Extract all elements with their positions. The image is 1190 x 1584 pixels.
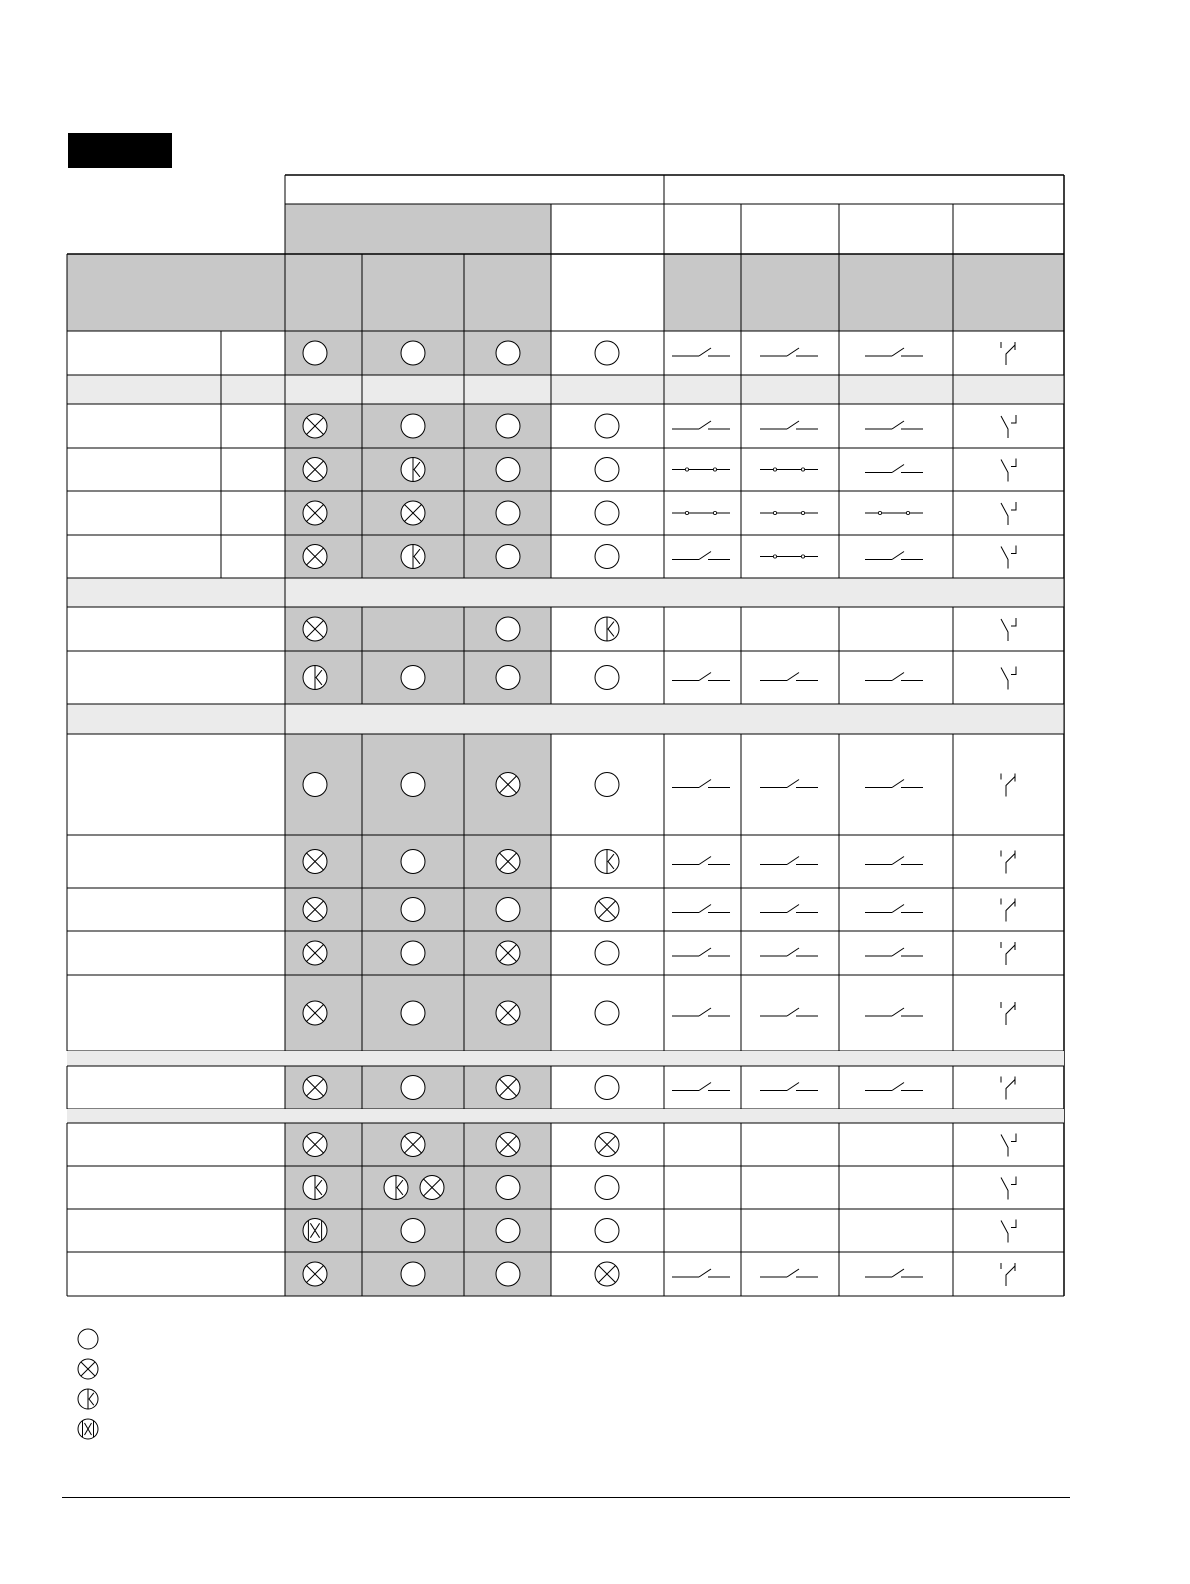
- relay-energized-icon: [1001, 415, 1016, 438]
- table-row: [303, 666, 1016, 690]
- lamp-on-icon: [303, 545, 327, 569]
- switch-open-icon: [865, 1008, 923, 1016]
- relay-deenergized-icon: [1001, 942, 1015, 965]
- lamp-flashing-icon: [384, 1176, 408, 1200]
- lamp-on-icon: [496, 773, 520, 797]
- lamp-on-icon: [303, 414, 327, 438]
- switch-open-icon: [760, 673, 818, 681]
- lamp-on-icon: [303, 1076, 327, 1100]
- switch-open-icon: [865, 948, 923, 956]
- relay-deenergized-icon: [1001, 1263, 1015, 1286]
- lamp-off-icon: [496, 501, 520, 525]
- switch-open-icon: [672, 1083, 730, 1091]
- relay-energized-icon: [1001, 1134, 1016, 1157]
- lamp-on-icon: [496, 941, 520, 965]
- table-row: [303, 1076, 1015, 1100]
- lamp-on-icon: [303, 458, 327, 482]
- lamp-off-icon: [595, 773, 619, 797]
- switch-open-icon: [672, 673, 730, 681]
- table-row: [303, 414, 1016, 438]
- switch-closed-icon: [760, 468, 818, 471]
- relay-energized-icon: [1001, 502, 1016, 525]
- lamp-off-icon: [595, 501, 619, 525]
- switch-open-icon: [865, 1269, 923, 1277]
- switch-closed-icon: [672, 468, 730, 471]
- band-row: [67, 704, 1064, 734]
- lamp-off-icon: [496, 1176, 520, 1200]
- header-shade-group: [285, 204, 551, 254]
- switch-open-icon: [672, 552, 730, 560]
- switch-open-icon: [865, 1083, 923, 1091]
- lamp-on-icon: [496, 1133, 520, 1157]
- switch-open-icon: [760, 905, 818, 913]
- switch-open-icon: [865, 348, 923, 356]
- switch-open-icon: [672, 780, 730, 788]
- table-row: [303, 1262, 1015, 1286]
- lamp-on-icon: [303, 941, 327, 965]
- lamp-off-icon: [595, 1176, 619, 1200]
- table-row: [303, 458, 1016, 482]
- lamp-off-icon: [595, 414, 619, 438]
- switch-open-icon: [760, 1269, 818, 1277]
- switch-open-icon: [865, 421, 923, 429]
- lamp-on-icon: [303, 501, 327, 525]
- switch-closed-icon: [672, 511, 730, 514]
- lamp-on-icon: [78, 1359, 98, 1379]
- switch-open-icon: [865, 552, 923, 560]
- lamp-on-icon: [303, 617, 327, 641]
- lamp-off-icon: [496, 414, 520, 438]
- footer-rule: [62, 1497, 1070, 1498]
- lamp-on-icon: [401, 1133, 425, 1157]
- switch-open-icon: [672, 948, 730, 956]
- switch-open-icon: [865, 465, 923, 473]
- switch-open-icon: [760, 421, 818, 429]
- switch-open-icon: [760, 780, 818, 788]
- lamp-off-icon: [496, 545, 520, 569]
- lamp-off-icon: [401, 341, 425, 365]
- lamp-flashing-icon: [303, 666, 327, 690]
- switch-open-icon: [865, 905, 923, 913]
- lamp-off-icon: [595, 341, 619, 365]
- table-row: [303, 941, 1015, 965]
- lamp-off-icon: [401, 850, 425, 874]
- lamp-off-icon: [595, 458, 619, 482]
- lamp-off-icon: [595, 941, 619, 965]
- switch-open-icon: [760, 348, 818, 356]
- switch-open-icon: [865, 857, 923, 865]
- lamp-on-icon: [401, 501, 425, 525]
- relay-energized-icon: [1001, 1220, 1016, 1243]
- lamp-off-icon: [496, 458, 520, 482]
- switch-closed-icon: [760, 511, 818, 514]
- relay-energized-icon: [1001, 618, 1016, 641]
- table-row: [303, 1001, 1015, 1025]
- relay-deenergized-icon: [1001, 899, 1015, 922]
- lamp-flashing-icon: [303, 1176, 327, 1200]
- lamp-on-icon: [420, 1176, 444, 1200]
- band-row: [67, 375, 1064, 404]
- lamp-flashing-icon: [401, 545, 425, 569]
- lamp-off-icon: [496, 666, 520, 690]
- switch-open-icon: [865, 673, 923, 681]
- relay-deenergized-icon: [1001, 1002, 1015, 1025]
- table-row: [303, 1133, 1016, 1157]
- lamp-on-icon: [303, 1001, 327, 1025]
- table-row: [303, 850, 1015, 874]
- band-row: [67, 578, 1064, 607]
- table-row: [303, 341, 1015, 365]
- switch-open-icon: [672, 421, 730, 429]
- lamp-on-icon: [303, 850, 327, 874]
- switch-open-icon: [672, 857, 730, 865]
- lamp-off-icon: [595, 666, 619, 690]
- band-gap: [67, 1051, 1064, 1066]
- lamp-off-icon: [595, 1076, 619, 1100]
- lamp-on-icon: [303, 1133, 327, 1157]
- lamp-off-icon: [595, 1001, 619, 1025]
- table-row: [303, 545, 1016, 569]
- lamp-alternating-icon: [303, 1219, 327, 1243]
- lamp-off-icon: [401, 1262, 425, 1286]
- switch-open-icon: [760, 948, 818, 956]
- lamp-on-icon: [496, 850, 520, 874]
- header-shade-left: [67, 254, 551, 331]
- lamp-off-icon: [78, 1329, 98, 1349]
- switch-open-icon: [672, 905, 730, 913]
- switch-open-icon: [672, 1269, 730, 1277]
- relay-energized-icon: [1001, 667, 1016, 690]
- lamp-on-icon: [595, 898, 619, 922]
- lamp-off-icon: [401, 414, 425, 438]
- table-row: [303, 501, 1016, 525]
- lamp-on-icon: [496, 1076, 520, 1100]
- lamp-on-icon: [595, 1133, 619, 1157]
- lamp-flashing-icon: [595, 617, 619, 641]
- lamp-off-icon: [496, 1219, 520, 1243]
- relay-energized-icon: [1001, 546, 1016, 569]
- lamp-off-icon: [401, 1076, 425, 1100]
- lamp-off-icon: [303, 341, 327, 365]
- relay-deenergized-icon: [1001, 851, 1015, 874]
- table-row: [303, 898, 1015, 922]
- switch-open-icon: [672, 348, 730, 356]
- lamp-off-icon: [401, 941, 425, 965]
- lamp-on-icon: [303, 1262, 327, 1286]
- lamp-off-icon: [401, 773, 425, 797]
- table-row: [303, 773, 1015, 797]
- lamp-off-icon: [303, 773, 327, 797]
- lamp-off-icon: [401, 1219, 425, 1243]
- switch-closed-icon: [760, 555, 818, 558]
- relay-energized-icon: [1001, 1177, 1016, 1200]
- switch-open-icon: [760, 1008, 818, 1016]
- lamp-off-icon: [595, 545, 619, 569]
- lamp-off-icon: [401, 898, 425, 922]
- relay-deenergized-icon: [1001, 774, 1015, 797]
- relay-deenergized-icon: [1001, 1077, 1015, 1100]
- lamp-off-icon: [401, 666, 425, 690]
- switch-open-icon: [760, 857, 818, 865]
- switch-open-icon: [760, 1083, 818, 1091]
- band-gap: [67, 1109, 1064, 1123]
- lamp-off-icon: [496, 617, 520, 641]
- lamp-on-icon: [303, 898, 327, 922]
- header-shade-right: [664, 254, 1064, 331]
- lamp-flashing-icon: [401, 458, 425, 482]
- relay-deenergized-icon: [1001, 342, 1015, 365]
- lamp-off-icon: [496, 341, 520, 365]
- lamp-off-icon: [401, 1001, 425, 1025]
- switch-closed-icon: [865, 511, 923, 514]
- lamp-off-icon: [496, 898, 520, 922]
- lamp-on-icon: [595, 1262, 619, 1286]
- lamp-flashing-icon: [595, 850, 619, 874]
- lamp-on-icon: [496, 1001, 520, 1025]
- lamp-flashing-icon: [78, 1389, 98, 1409]
- switch-open-icon: [865, 780, 923, 788]
- switch-open-icon: [672, 1008, 730, 1016]
- lamp-alternating-icon: [78, 1419, 98, 1439]
- relay-energized-icon: [1001, 459, 1016, 482]
- lamp-off-icon: [595, 1219, 619, 1243]
- table-row: [303, 1219, 1016, 1243]
- lamp-off-icon: [496, 1262, 520, 1286]
